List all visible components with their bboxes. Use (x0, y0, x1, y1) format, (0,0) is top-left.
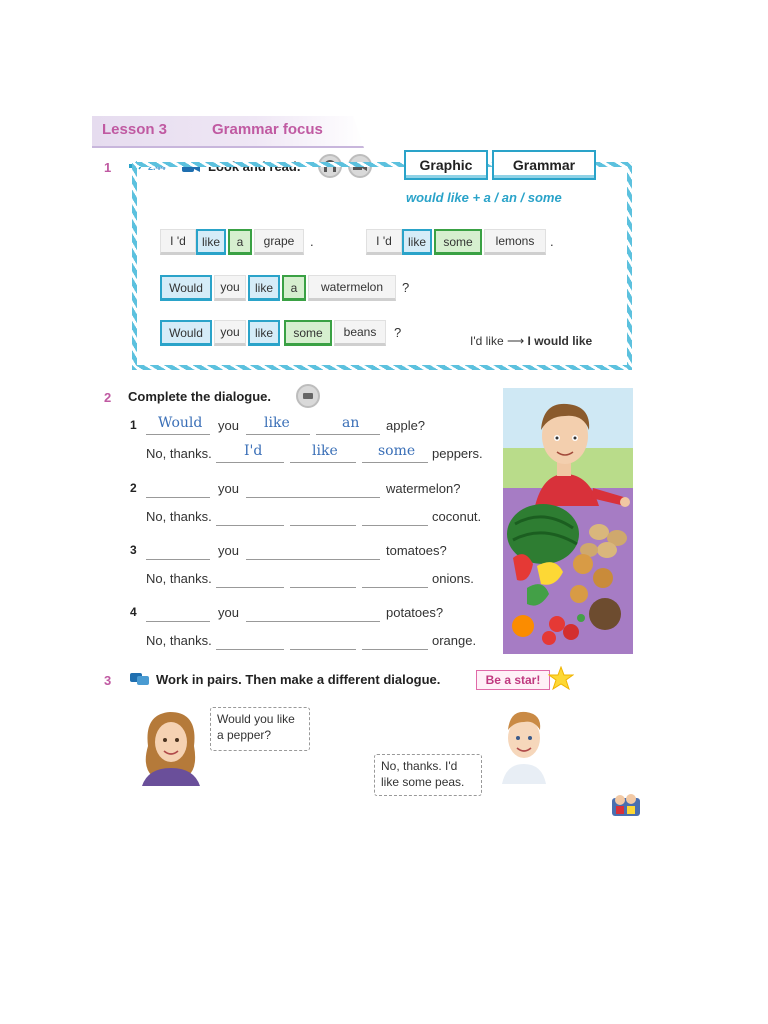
be-a-star-badge: Be a star! (476, 670, 550, 690)
chip-like: like (196, 229, 226, 255)
reply-no-thanks: No, thanks. (146, 571, 212, 586)
chip-a: a (282, 275, 306, 301)
answer-text: an (342, 415, 360, 431)
answer-blank[interactable] (362, 509, 428, 526)
item-ending: tomatoes? (386, 543, 447, 558)
answer-blank[interactable] (146, 543, 210, 560)
grammar-rule: would like + a / an / some (406, 190, 562, 205)
answer-blank[interactable] (216, 509, 284, 526)
girl-speech-line-2: a pepper? (217, 728, 272, 743)
pencil-icon[interactable] (296, 384, 320, 408)
chip-beans: beans (334, 320, 386, 346)
answer-blank[interactable] (246, 605, 380, 622)
tab-grammar[interactable]: Grammar (492, 150, 596, 180)
boy-speech-bubble (374, 754, 482, 796)
answer-blank[interactable] (146, 481, 210, 498)
exercise-2-number: 2 (104, 390, 112, 405)
chip-would: Would (160, 320, 212, 346)
answer-text: like (264, 415, 290, 431)
reply-no-thanks: No, thanks. (146, 633, 212, 648)
answer-text: I'd (244, 443, 263, 459)
answer-blank[interactable] (290, 571, 356, 588)
answer-blank[interactable] (362, 571, 428, 588)
contraction-long: I would like (527, 334, 593, 348)
item-ending: potatoes? (386, 605, 444, 620)
item-you: you (218, 418, 239, 433)
chip-grape: grape (254, 229, 304, 255)
chip-like: like (248, 275, 280, 301)
answer-blank[interactable] (290, 633, 356, 650)
answer-blank[interactable] (290, 509, 356, 526)
chip-watermelon: watermelon (308, 275, 396, 301)
reply-no-thanks: No, thanks. (146, 509, 212, 524)
item-you: you (218, 605, 239, 620)
lesson-focus-label: Grammar focus (212, 121, 323, 138)
girl-speech-line-1: Would you like (217, 712, 295, 726)
chip-question: ? (402, 280, 410, 295)
chip-like: like (248, 320, 280, 346)
speech-bubbles-icon (130, 671, 150, 687)
chip-some: some (284, 320, 332, 346)
chip-id: I 'd (366, 229, 402, 255)
boy-speech-line-2: like some peas. (381, 775, 465, 790)
exercise-1-number: 1 (104, 160, 112, 175)
item-number: 2 (130, 481, 137, 495)
girl-speech-bubble (210, 707, 310, 751)
reply-no-thanks: No, thanks. (146, 446, 212, 461)
answer-blank[interactable] (146, 605, 210, 622)
answer-blank[interactable] (362, 633, 428, 650)
girl-avatar (138, 706, 204, 786)
answer-blank[interactable] (246, 481, 380, 498)
chip-a: a (228, 229, 252, 255)
exercise-1-instruction: Look and read. (208, 159, 301, 174)
chip-some: some (434, 229, 482, 255)
answer-text: some (378, 443, 416, 459)
item-number: 1 (130, 418, 137, 432)
item-number: 3 (130, 543, 137, 557)
exercise-3-number: 3 (104, 673, 112, 688)
exercise-2-instruction: Complete the dialogue. (128, 389, 272, 404)
chip-question: ? (394, 325, 402, 340)
chip-like: like (402, 229, 432, 255)
arrow-icon: ⟶ (506, 334, 525, 348)
boy-avatar (496, 704, 552, 784)
reply-ending: peppers. (432, 446, 483, 461)
item-number: 4 (130, 605, 137, 619)
answer-text: Would (158, 415, 203, 431)
chip-lemons: lemons (484, 229, 546, 255)
tab-graphic[interactable]: Graphic (404, 150, 488, 180)
chip-period: . (550, 234, 554, 249)
chip-you: you (214, 320, 246, 346)
chip-would: Would (160, 275, 212, 301)
exercise-3-instruction: Work in pairs. Then make a different dialogue. (156, 672, 441, 687)
reply-ending: orange. (432, 633, 477, 648)
characters-corner-icon (610, 790, 642, 818)
reply-ending: coconut. (432, 509, 482, 524)
answer-blank[interactable] (246, 543, 380, 560)
vegetable-stall-illustration (503, 388, 633, 654)
answer-blank[interactable] (216, 571, 284, 588)
lesson-label: Lesson 3 (102, 121, 168, 138)
audio-track-number: 2.44 (148, 162, 166, 172)
item-you: you (218, 543, 239, 558)
chip-id: I 'd (160, 229, 196, 255)
contraction-short: I'd like (470, 334, 504, 348)
star-icon (548, 666, 574, 690)
chip-period: . (310, 234, 314, 249)
item-you: you (218, 481, 239, 496)
reply-ending: onions. (432, 571, 474, 586)
item-ending: watermelon? (386, 481, 461, 496)
answer-blank[interactable] (216, 633, 284, 650)
answer-text: like (312, 443, 338, 459)
contraction-note (470, 334, 592, 348)
chip-you: you (214, 275, 246, 301)
item-ending: apple? (386, 418, 426, 433)
boy-speech-line-1: No, thanks. I'd (381, 759, 458, 773)
